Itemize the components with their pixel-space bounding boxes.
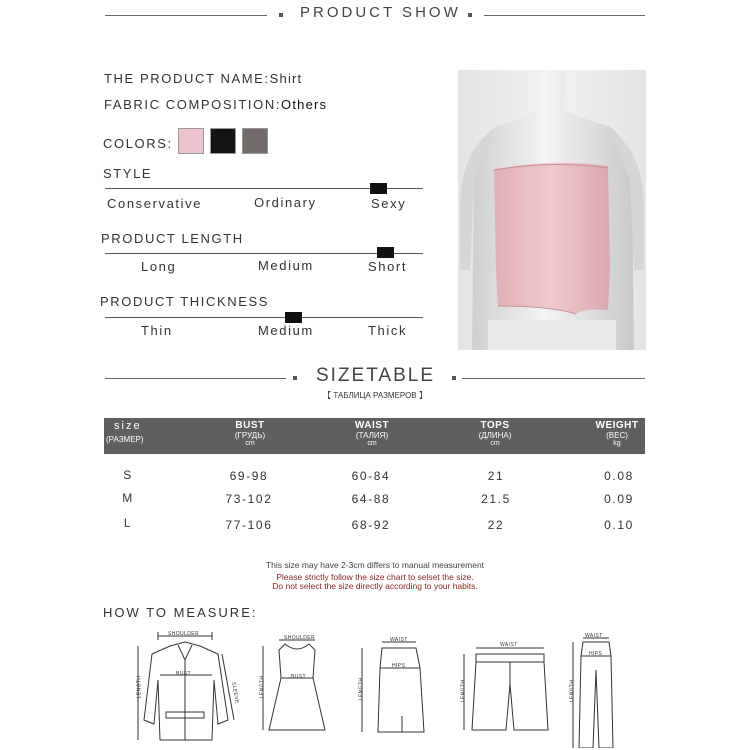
dress-bust-label: BUST (291, 674, 306, 680)
divider-dot (293, 376, 297, 380)
colors-label: COLORS: (103, 136, 173, 151)
length-option-short: Short (368, 259, 408, 274)
cell-size: S (123, 468, 133, 482)
thickness-title: PRODUCT THICKNESS (100, 294, 270, 309)
note-measurement: This size may have 2-3cm differs to manual measurement (265, 560, 485, 570)
divider-dot (452, 376, 456, 380)
style-option-conservative: Conservative (107, 196, 203, 211)
header-size (106, 421, 156, 444)
header-waist-sub: (ТАЛИЯ) (355, 430, 389, 440)
note-follow-chart: Please strictly follow the size chart to selset the size. (276, 572, 474, 582)
cell-bust: 69-98 (229, 469, 269, 483)
skirt-waist-label: WAIST (390, 637, 408, 643)
header-weight-unit: kg (613, 439, 621, 447)
header-waist (342, 421, 402, 447)
shorts-measure-diagram (450, 620, 560, 748)
cell-tops: 22 (487, 518, 505, 532)
cell-size: L (123, 516, 133, 530)
jacket-length-label: LENGTH (136, 675, 143, 699)
product-name-value: Shirt (269, 71, 303, 86)
header-weight-sub: (ВЕС) (606, 430, 628, 440)
header-bust (220, 421, 280, 447)
size-table-header (104, 418, 645, 454)
header-bust-main: BUST (235, 420, 265, 431)
product-show-header (0, 0, 750, 30)
pants-measure-diagram (565, 620, 635, 748)
cell-weight: 0.09 (604, 492, 634, 506)
cell-bust: 77-106 (225, 518, 273, 532)
sizetable-header (0, 361, 750, 391)
header-tops (465, 421, 525, 447)
divider-line (105, 15, 267, 16)
style-option-sexy: Sexy (371, 196, 407, 211)
thickness-scale-line (105, 317, 423, 318)
cell-tops: 21 (487, 469, 505, 483)
length-scale-marker (377, 247, 394, 258)
cell-bust: 73-102 (225, 492, 273, 506)
cell-weight: 0.08 (604, 469, 634, 483)
header-tops-main: TOPS (480, 420, 510, 431)
divider-dot (279, 13, 283, 17)
length-option-long: Long (141, 259, 177, 274)
divider-line (105, 378, 286, 379)
fabric-composition (104, 97, 327, 112)
cell-waist: 68-92 (351, 518, 391, 532)
cell-waist: 60-84 (351, 469, 391, 483)
how-to-measure-title: HOW TO MEASURE: (103, 605, 258, 620)
product-photo (458, 70, 646, 350)
jacket-measure-diagram (130, 620, 245, 748)
header-weight (590, 421, 644, 447)
color-swatch-black[interactable] (210, 128, 236, 154)
length-option-medium: Medium (258, 258, 314, 273)
header-size-sub: (РАЗМЕР) (106, 434, 144, 444)
pants-length-label: LENGTH (569, 679, 576, 703)
header-bust-unit: cm (245, 439, 255, 447)
style-title: STYLE (103, 166, 153, 181)
dress-measure-diagram (255, 620, 340, 748)
product-name-label: THE PRODUCT NAME: (104, 71, 270, 86)
color-swatch-grey[interactable] (242, 128, 268, 154)
jacket-icon (130, 620, 245, 748)
sizetable-title: SIZETABLE (316, 365, 436, 386)
shorts-waist-label: WAIST (500, 642, 518, 648)
divider-line (462, 378, 645, 379)
pants-icon (565, 620, 635, 748)
fabric-value: Others (281, 97, 328, 112)
note-habits: Do not select the size directly according to your habits. (272, 581, 478, 591)
skirt-hips-label: HIPS (392, 663, 406, 669)
color-swatch-pink[interactable] (178, 128, 204, 154)
header-tops-sub: (ДЛИНА) (478, 430, 512, 440)
thickness-scale-marker (285, 312, 302, 323)
shorts-length-label: LENGTH (460, 679, 467, 703)
dress-length-label: LENGTH (259, 675, 266, 699)
length-scale-line (105, 253, 423, 254)
cell-weight: 0.10 (604, 518, 634, 532)
pants-hips-label: HIPS (589, 651, 603, 657)
skirt-measure-diagram (350, 620, 435, 748)
jacket-shoulder-label: SHOULDER (168, 631, 199, 637)
product-name (104, 71, 302, 86)
header-weight-main: WEIGHT (595, 420, 639, 431)
fabric-label: FABRIC COMPOSITION: (104, 97, 282, 112)
product-show-title: PRODUCT SHOW (300, 4, 461, 21)
style-scale-marker (370, 183, 387, 194)
header-waist-main: WAIST (354, 420, 390, 431)
header-waist-unit: cm (367, 439, 377, 447)
thickness-option-thin: Thin (141, 323, 173, 338)
skirt-length-label: LENGTH (358, 677, 365, 701)
shorts-icon (450, 620, 560, 748)
cell-size: M (122, 491, 134, 505)
cell-waist: 64-88 (351, 492, 391, 506)
pants-waist-label: WAIST (585, 633, 603, 639)
style-option-ordinary: Ordinary (254, 195, 317, 210)
sizetable-subtitle: 【 ТАБЛИЦА РАЗМЕРОВ 】 (323, 391, 427, 400)
header-bust-sub: (ГРУДЬ) (234, 430, 266, 440)
cell-tops: 21.5 (481, 492, 511, 506)
header-tops-unit: cm (490, 439, 500, 447)
dress-shoulder-label: SHOULDER (284, 635, 315, 641)
length-title: PRODUCT LENGTH (101, 231, 244, 246)
divider-dot (468, 13, 472, 17)
thickness-option-thick: Thick (368, 323, 408, 338)
divider-line (484, 15, 645, 16)
header-size-main: size (114, 420, 142, 432)
jacket-bust-label: BUST (176, 671, 191, 677)
jacket-sleeve-label: SLEEVE (230, 681, 240, 705)
thickness-option-medium: Medium (258, 323, 314, 338)
mannequin-illustration (458, 70, 646, 350)
